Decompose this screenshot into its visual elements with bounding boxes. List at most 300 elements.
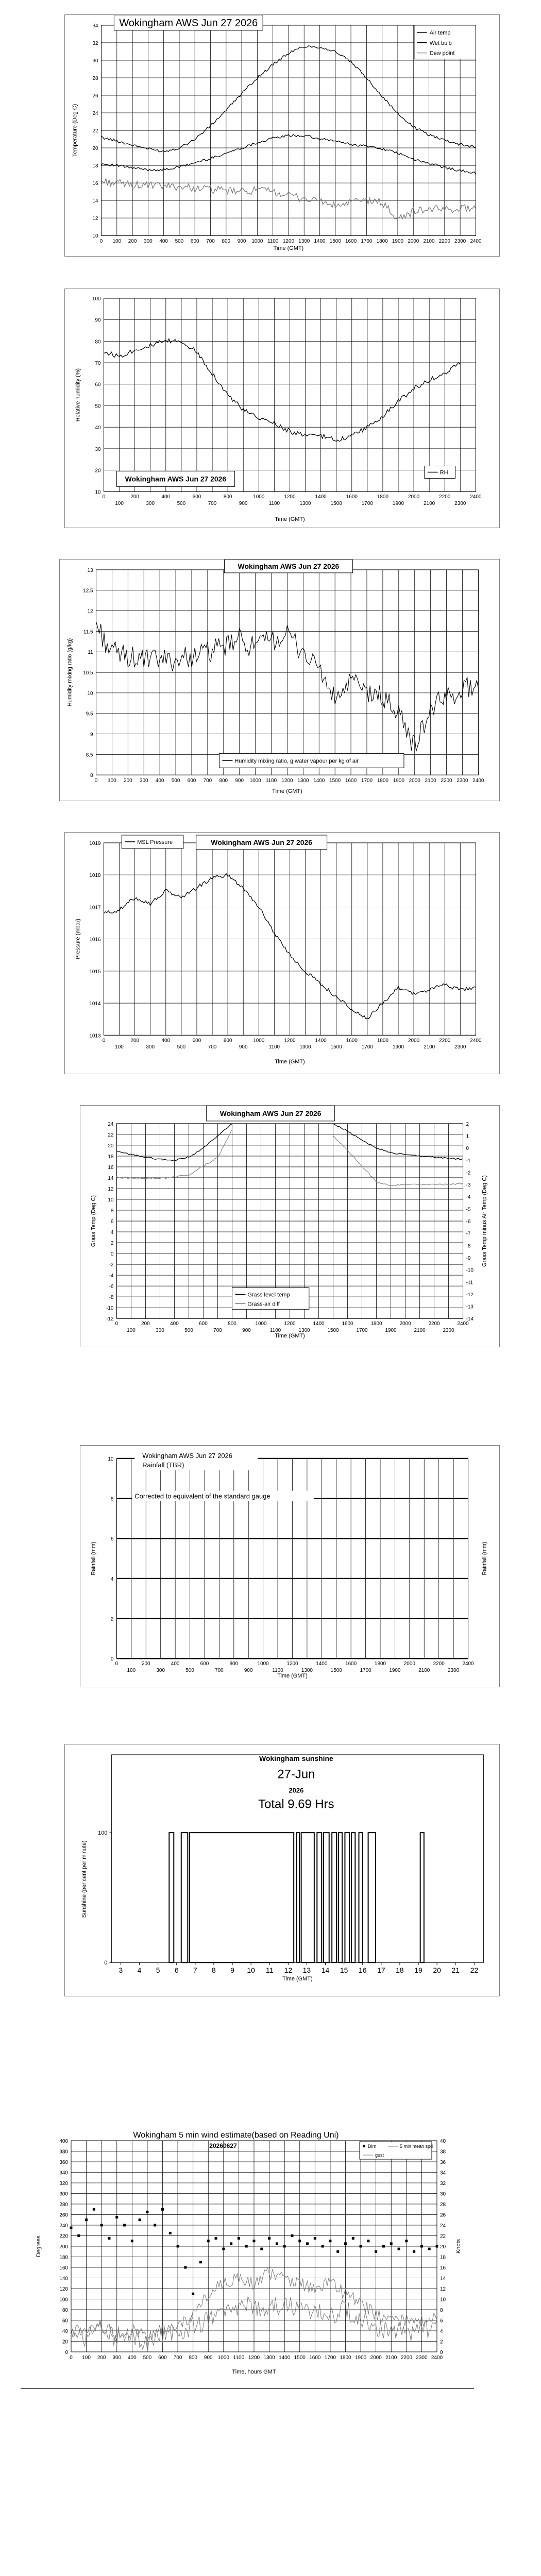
- x-tick-label: 3: [119, 1966, 123, 1975]
- x-axis-label: Time (GMT): [272, 788, 302, 795]
- x-tick-label: 100: [127, 1668, 136, 1674]
- x-tick-label: 1800: [377, 494, 388, 500]
- y2-tick-label: 2: [466, 1121, 469, 1127]
- humidity-chart-panel: [64, 289, 500, 528]
- x-tick-label: 7: [193, 1966, 197, 1975]
- legend-label: Wet bulb: [429, 40, 452, 46]
- x-tick-label: 300: [139, 778, 148, 784]
- x-tick-label: 2100: [424, 1044, 435, 1050]
- chart-total: Total 9.69 Hrs: [258, 1797, 334, 1811]
- x-tick-label: 200: [128, 239, 137, 245]
- legend-label: MSL Pressure: [137, 839, 173, 845]
- scatter-point: [77, 2234, 80, 2237]
- y2-tick-label: -10: [466, 1267, 474, 1274]
- x-tick-label: 1100: [268, 1044, 280, 1050]
- series-line: [104, 339, 460, 442]
- x-tick-label: 2100: [414, 1328, 426, 1334]
- y-axis-label: Grass Temp (Deg C): [90, 1195, 97, 1247]
- y-tick-label: 380: [59, 2149, 68, 2155]
- x-tick-label: 2000: [399, 1321, 411, 1327]
- x-tick-label: 300: [112, 2355, 122, 2361]
- scatter-point: [298, 2240, 301, 2242]
- y2-tick-label: 36: [440, 2160, 446, 2165]
- x-tick-label: 700: [203, 778, 212, 784]
- x-tick-label: 1900: [392, 239, 404, 245]
- x-axis-label: Time (GMT): [277, 1673, 308, 1680]
- y-tick-label: 8: [110, 1496, 114, 1502]
- x-tick-label: 1300: [263, 2355, 275, 2361]
- y-tick-label: 20: [92, 146, 98, 152]
- x-tick-label: 17: [377, 1966, 385, 1975]
- x-tick-label: 1800: [376, 239, 388, 245]
- x-tick-label: 1300: [297, 778, 309, 784]
- y2-tick-label: -2: [466, 1170, 471, 1176]
- x-tick-label: 400: [161, 1038, 171, 1044]
- y2-tick-label: 30: [440, 2191, 446, 2197]
- x-tick-label: 1500: [329, 239, 341, 245]
- x-tick-label: 1000: [253, 494, 265, 500]
- y2-tick-label: -8: [466, 1243, 471, 1249]
- y-tick-label: 20: [95, 468, 101, 474]
- y-tick-label: 0: [110, 1656, 114, 1663]
- x-tick-label: 1200: [281, 778, 293, 784]
- y-tick-label: 0: [110, 1251, 114, 1258]
- x-tick-label: 12: [284, 1966, 293, 1975]
- x-tick-label: 1500: [330, 1668, 342, 1674]
- grass-temp-chart-panel: [80, 1105, 500, 1347]
- x-tick-label: 400: [171, 1661, 180, 1667]
- y2-axis-label: Knots: [455, 2239, 462, 2254]
- y-tick-label: -2: [109, 1262, 114, 1268]
- y-tick-label: 30: [92, 58, 98, 64]
- chart-title: Wokingham AWS Jun 27 2026: [142, 1451, 232, 1460]
- sunshine-bar: [332, 1833, 336, 1962]
- x-tick-label: 0: [102, 1038, 106, 1044]
- mixing-ratio-chart: [60, 560, 499, 801]
- y2-tick-label: 18: [440, 2255, 446, 2261]
- y-tick-label: 1013: [89, 1033, 101, 1039]
- y-tick-label: 9.5: [86, 711, 93, 717]
- y-tick-label: 100: [92, 296, 101, 302]
- y-tick-label: 18: [108, 1154, 114, 1160]
- x-tick-label: 10: [247, 1966, 255, 1975]
- y2-tick-label: 24: [440, 2223, 446, 2229]
- y2-tick-label: -1: [466, 1158, 471, 1164]
- y-tick-label: 80: [95, 339, 101, 345]
- y-tick-label: 24: [92, 111, 98, 117]
- legend-swatch: [363, 2145, 365, 2147]
- x-axis-label: Time (GMT): [275, 1059, 305, 1065]
- pressure-chart: [65, 833, 499, 1074]
- x-tick-label: 800: [228, 1321, 236, 1327]
- x-axis-label: Time (GMT): [275, 516, 305, 523]
- scatter-point: [230, 2242, 232, 2245]
- scatter-point: [390, 2242, 393, 2245]
- sunshine-bar: [324, 1833, 329, 1962]
- x-tick-label: 0: [115, 1321, 119, 1327]
- x-tick-label: 2400: [462, 1661, 474, 1667]
- x-tick-label: 2100: [423, 239, 435, 245]
- scatter-point: [245, 2245, 248, 2248]
- x-tick-label: 1600: [342, 1321, 353, 1327]
- y-tick-label: 10: [108, 1456, 114, 1462]
- legend-label: Air temp: [429, 29, 451, 36]
- scatter-point: [222, 2248, 225, 2250]
- y-tick-label: 9: [90, 732, 93, 738]
- chart-date: 27-Jun: [277, 1767, 315, 1782]
- x-tick-label: 2200: [428, 1321, 440, 1327]
- x-tick-label: 1900: [385, 1328, 397, 1334]
- y2-tick-label: 26: [440, 2212, 446, 2218]
- x-tick-label: 1200: [248, 2355, 260, 2361]
- wind-chart-panel: [25, 2130, 473, 2385]
- x-tick-label: 2400: [431, 2355, 443, 2361]
- x-tick-label: 600: [199, 1321, 208, 1327]
- y-tick-label: 10.5: [83, 670, 93, 676]
- y-axis-label: Sunshine (per cent per minute): [81, 1840, 88, 1918]
- chart-subtitle: Rainfall (TBR): [142, 1461, 184, 1469]
- x-tick-label: 100: [82, 2355, 91, 2361]
- scatter-point: [291, 2234, 293, 2237]
- y-axis-label: Pressure (mbar): [75, 919, 81, 960]
- chart-title: Wokingham sunshine: [259, 1754, 333, 1762]
- scatter-point: [306, 2242, 309, 2245]
- x-tick-label: 1300: [299, 1044, 311, 1050]
- x-tick-label: 5: [156, 1966, 160, 1975]
- series-line: [333, 1136, 463, 1186]
- x-tick-label: 800: [189, 2355, 198, 2361]
- scatter-point: [352, 2237, 354, 2240]
- y2-tick-label: 34: [440, 2170, 446, 2176]
- scatter-point: [314, 2237, 316, 2240]
- y2-tick-label: 4: [440, 2329, 443, 2334]
- y2-tick-label: 1: [466, 1133, 469, 1140]
- scatter-point: [283, 2245, 286, 2248]
- x-tick-label: 16: [358, 1966, 367, 1975]
- x-tick-label: 1500: [330, 1044, 342, 1050]
- x-tick-label: 1700: [361, 501, 373, 507]
- x-tick-label: 400: [170, 1321, 179, 1327]
- sunshine-bar: [351, 1833, 355, 1962]
- x-tick-label: 1800: [370, 1321, 382, 1327]
- y-tick-label: 12: [108, 1186, 114, 1192]
- y-tick-label: 1014: [89, 1001, 101, 1007]
- x-tick-label: 1400: [315, 494, 327, 500]
- x-tick-label: 1000: [255, 1321, 267, 1327]
- x-tick-label: 200: [97, 2355, 106, 2361]
- y-tick-label: 10: [92, 233, 98, 240]
- y2-tick-label: 12: [440, 2286, 446, 2292]
- x-tick-label: 2200: [438, 239, 450, 245]
- y-tick-label: 80: [62, 2308, 68, 2313]
- sunshine-chart-panel: [64, 1744, 500, 1996]
- series-line: [333, 1124, 463, 1160]
- x-tick-label: 300: [146, 1044, 155, 1050]
- scatter-point: [336, 2250, 339, 2253]
- x-tick-label: 0: [99, 239, 103, 245]
- y-tick-label: 100: [98, 1830, 108, 1837]
- x-tick-label: 700: [206, 239, 215, 245]
- sunshine-bar: [190, 1833, 294, 1962]
- scatter-point: [367, 2240, 369, 2242]
- x-tick-label: 2200: [441, 778, 452, 784]
- y-tick-label: 340: [59, 2170, 68, 2176]
- y2-tick-label: 6: [440, 2318, 443, 2324]
- x-tick-label: 900: [239, 501, 248, 507]
- y-tick-label: 40: [62, 2329, 68, 2334]
- y-tick-label: 11: [88, 650, 93, 656]
- y-tick-label: 34: [92, 23, 98, 29]
- x-tick-label: 1000: [251, 239, 263, 245]
- x-tick-label: 1000: [257, 1661, 269, 1667]
- y-tick-label: 12.5: [83, 588, 93, 594]
- x-tick-label: 15: [340, 1966, 348, 1975]
- sunshine-bar: [301, 1833, 314, 1962]
- sunshine-bar: [317, 1833, 322, 1962]
- x-tick-label: 1600: [345, 1661, 357, 1667]
- x-tick-label: 1900: [393, 778, 404, 784]
- y-tick-label: 400: [59, 2139, 68, 2144]
- x-tick-label: 600: [192, 494, 201, 500]
- x-tick-label: 200: [124, 778, 132, 784]
- y-tick-label: -8: [109, 1295, 114, 1301]
- scatter-point: [100, 2224, 103, 2227]
- y-tick-label: 8.5: [86, 752, 93, 758]
- x-tick-label: 2200: [400, 2355, 412, 2361]
- scatter-point: [93, 2208, 95, 2211]
- x-tick-label: 2200: [439, 494, 451, 500]
- scatter-point: [131, 2240, 133, 2242]
- x-tick-label: 1000: [249, 778, 261, 784]
- x-tick-label: 800: [219, 778, 228, 784]
- x-tick-label: 700: [208, 501, 217, 507]
- x-tick-label: 0: [115, 1661, 119, 1667]
- y-tick-label: 40: [95, 425, 101, 431]
- x-tick-label: 1400: [315, 1038, 327, 1044]
- y-tick-label: 90: [95, 317, 101, 324]
- x-tick-label: 600: [190, 239, 199, 245]
- x-tick-label: 2200: [433, 1661, 445, 1667]
- y2-axis-label: Grass Temp minus Air Temp (Deg C): [481, 1175, 488, 1267]
- x-tick-label: 1600: [346, 1038, 358, 1044]
- y-tick-label: 1019: [89, 840, 101, 846]
- x-tick-label: 700: [208, 1044, 217, 1050]
- x-tick-label: 500: [177, 501, 186, 507]
- scatter-point: [161, 2208, 164, 2211]
- x-tick-label: 0: [102, 494, 106, 500]
- x-tick-label: 1200: [284, 494, 296, 500]
- x-tick-label: 1300: [299, 501, 311, 507]
- scatter-point: [184, 2266, 187, 2269]
- y-tick-label: 300: [59, 2191, 68, 2197]
- x-tick-label: 800: [223, 1038, 232, 1044]
- x-tick-label: 1200: [282, 239, 295, 245]
- x-tick-label: 1100: [267, 239, 279, 245]
- x-tick-label: 19: [414, 1966, 422, 1975]
- scatter-point: [123, 2224, 126, 2227]
- y-tick-label: 14: [108, 1175, 114, 1181]
- x-tick-label: 6: [174, 1966, 179, 1975]
- x-tick-label: 900: [242, 1328, 251, 1334]
- chart-title-bold: Wokingham AWS Jun 27 2026: [125, 474, 227, 483]
- x-axis-label: Time, hours GMT: [232, 2369, 276, 2375]
- x-tick-label: 200: [130, 1038, 139, 1044]
- x-tick-label: 600: [187, 778, 196, 784]
- y-tick-label: 200: [59, 2244, 68, 2250]
- y-tick-label: 60: [62, 2318, 68, 2324]
- x-tick-label: 900: [239, 1044, 248, 1050]
- x-tick-label: 2100: [424, 501, 435, 507]
- x-tick-label: 21: [451, 1966, 460, 1975]
- scatter-point: [253, 2240, 256, 2242]
- scatter-point: [405, 2240, 408, 2242]
- y-tick-label: 16: [108, 1164, 114, 1171]
- x-tick-label: 2400: [470, 1038, 482, 1044]
- x-tick-label: 2300: [454, 239, 466, 245]
- y-tick-label: 4: [110, 1230, 114, 1236]
- y-tick-label: -4: [109, 1273, 114, 1279]
- y2-tick-label: 0: [466, 1146, 469, 1152]
- x-tick-label: 1300: [298, 239, 310, 245]
- y-axis-label: Humidity mixing ratio (g/kg): [66, 638, 73, 707]
- x-tick-label: 900: [244, 1668, 253, 1674]
- y2-tick-label: 32: [440, 2181, 446, 2187]
- y2-tick-label: 28: [440, 2202, 446, 2208]
- x-tick-label: 1100: [268, 501, 280, 507]
- x-axis-label: Time (GMT): [282, 1976, 313, 1982]
- y2-tick-label: -14: [466, 1316, 474, 1323]
- y-tick-label: 30: [95, 446, 101, 452]
- x-tick-label: 400: [155, 778, 164, 784]
- y-axis-label: Degrees: [36, 2235, 42, 2257]
- legend-label: Grass level temp: [247, 1292, 290, 1298]
- y2-tick-label: 16: [440, 2265, 446, 2271]
- x-tick-label: 2400: [472, 778, 484, 784]
- y2-tick-label: -5: [466, 1207, 471, 1213]
- y-tick-label: 70: [95, 361, 101, 367]
- scatter-point: [177, 2245, 179, 2248]
- x-tick-label: 200: [130, 494, 139, 500]
- x-tick-label: 500: [184, 1328, 193, 1334]
- scatter-point: [70, 2227, 73, 2229]
- x-tick-label: 500: [185, 1668, 194, 1674]
- x-tick-label: 200: [141, 1321, 150, 1327]
- scatter-point: [169, 2232, 172, 2234]
- sunshine-bar: [368, 1833, 376, 1962]
- y-tick-label: 260: [59, 2212, 68, 2218]
- x-tick-label: 1500: [327, 1328, 339, 1334]
- x-tick-label: 700: [215, 1668, 224, 1674]
- y2-tick-label: -11: [466, 1280, 474, 1286]
- x-tick-label: 2400: [470, 494, 482, 500]
- x-tick-label: 100: [115, 501, 124, 507]
- x-tick-label: 1900: [354, 2355, 367, 2361]
- x-tick-label: 1800: [377, 778, 388, 784]
- x-tick-label: 2400: [457, 1321, 469, 1327]
- x-tick-label: 2300: [416, 2355, 428, 2361]
- legend-label: Dirn: [368, 2144, 377, 2149]
- scatter-point: [139, 2218, 141, 2221]
- x-tick-label: 1400: [316, 1661, 328, 1667]
- x-tick-label: 1700: [361, 778, 373, 784]
- scatter-point: [398, 2248, 400, 2250]
- x-tick-label: 0: [94, 778, 98, 784]
- x-tick-label: 1100: [265, 778, 277, 784]
- x-tick-label: 1600: [345, 239, 357, 245]
- x-tick-label: 1700: [356, 1328, 368, 1334]
- y2-tick-label: 2: [440, 2339, 443, 2345]
- x-tick-label: 1600: [309, 2355, 321, 2361]
- chart-title: Wokingham AWS Jun 27 2026: [119, 18, 258, 29]
- x-tick-label: 1500: [329, 778, 341, 784]
- sunshine-bar: [420, 1833, 424, 1962]
- scatter-point: [146, 2211, 148, 2213]
- scatter-point: [413, 2250, 415, 2253]
- pressure-chart-panel: [64, 832, 500, 1074]
- rainfall-chart: [80, 1446, 499, 1687]
- scatter-point: [115, 2216, 118, 2218]
- x-tick-label: 13: [302, 1966, 311, 1975]
- y-tick-label: 16: [92, 181, 98, 187]
- scatter-point: [192, 2293, 194, 2295]
- y-tick-label: 1016: [89, 937, 101, 943]
- chart-title-bold: Wokingham AWS Jun 27 2026: [211, 838, 313, 846]
- x-tick-label: 2300: [454, 501, 466, 507]
- y-tick-label: 14: [92, 198, 98, 205]
- sunshine-bar: [339, 1833, 342, 1962]
- x-tick-label: 1300: [298, 1328, 310, 1334]
- y-axis-label: Relative humidity (%): [75, 368, 81, 422]
- bottom-divider: [21, 2388, 474, 2389]
- x-tick-label: 2300: [457, 778, 468, 784]
- y2-tick-label: -13: [466, 1304, 474, 1310]
- y-tick-label: 24: [108, 1121, 114, 1127]
- chart-date: 20260627: [209, 2142, 237, 2149]
- y-tick-label: 26: [92, 93, 98, 99]
- legend-label: Grass-air diff: [247, 1301, 280, 1308]
- y-tick-label: -12: [106, 1316, 114, 1323]
- x-tick-label: 1500: [330, 501, 342, 507]
- x-tick-label: 100: [112, 239, 122, 245]
- legend-label: RH: [439, 469, 448, 476]
- y2-tick-label: -7: [466, 1231, 471, 1237]
- x-tick-label: 900: [237, 239, 246, 245]
- grass-temp-chart: [80, 1106, 499, 1347]
- x-tick-label: 700: [173, 2355, 182, 2361]
- x-tick-label: 500: [177, 1044, 186, 1050]
- y-tick-label: 8: [90, 773, 93, 779]
- x-tick-label: 2300: [454, 1044, 466, 1050]
- chart-title-bold: Wokingham AWS Jun 27 2026: [238, 562, 340, 570]
- x-tick-label: 1400: [313, 778, 325, 784]
- x-tick-label: 1100: [269, 1328, 281, 1334]
- x-tick-label: 9: [230, 1966, 234, 1975]
- y2-tick-label: 0: [440, 2350, 443, 2355]
- x-tick-label: 2000: [409, 778, 420, 784]
- rainfall-chart-panel: [80, 1445, 500, 1687]
- y-tick-label: 12: [87, 608, 93, 615]
- y2-tick-label: -9: [466, 1255, 471, 1261]
- y-tick-label: 8: [110, 1208, 114, 1214]
- chart-note: Corrected to equivalent of the standard gauge: [134, 1492, 270, 1500]
- y-tick-label: 360: [59, 2160, 68, 2165]
- y-tick-label: 140: [59, 2276, 68, 2282]
- x-tick-label: 2100: [425, 778, 436, 784]
- y2-tick-label: 40: [440, 2139, 446, 2144]
- scatter-point: [428, 2248, 431, 2250]
- scatter-point: [215, 2237, 217, 2240]
- scatter-point: [85, 2218, 88, 2221]
